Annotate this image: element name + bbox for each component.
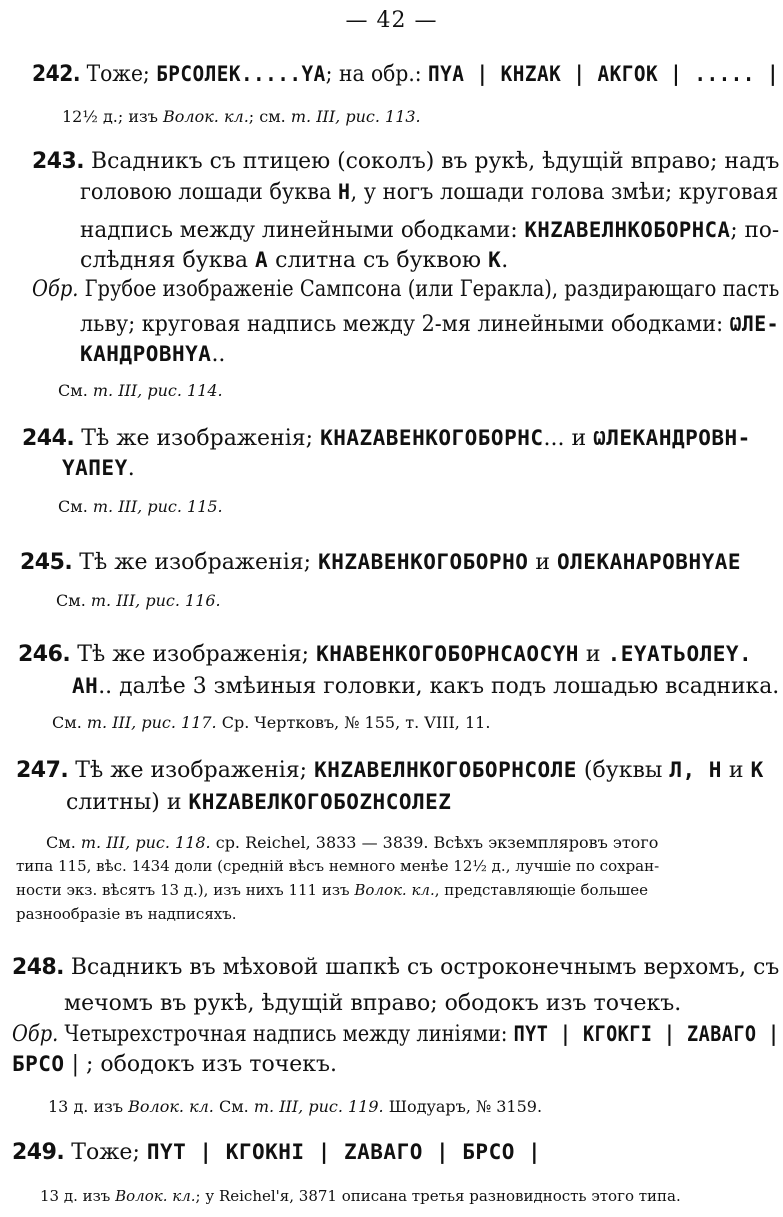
entry-249-ref: 13 д. изъ Волок. кл.; у Reichel'я, 3871 описана третья разновидность этого типа. (40, 1187, 681, 1205)
entry-243-line1: 243. Всадникъ съ птицею (соколъ) въ рукѣ, ѣдущій вправо; надъ (32, 149, 780, 174)
entry-244-line2: YAПЕY. (62, 456, 135, 481)
entry-248-obverse2: БРСО | ; ободокъ изъ точекъ. (12, 1052, 338, 1077)
entry-number: 243. (32, 149, 85, 174)
entry-246-line1: 246. Тѣ же изображенія; КНAВЕНКОГОБОРНСAОСYН и .ЕYAТЬОЛЕY. (18, 642, 753, 667)
entry-249-line1: 249. Тоже; ПYТ | КГОКНI | ZAВАГО | БРСО | (12, 1140, 542, 1165)
entry-242-line1: 242. Тоже; БРСОЛЕК.....YA; на обр.: ПYA | КНZAК | AКГОК | ..... | (32, 62, 780, 87)
entry-244-line1: 244. Тѣ же изображенія; КНAZAВЕНКОГОБОРНС... и ѠЛЕКАНДРОВН- (22, 426, 751, 451)
entry-243-ref: См. т. III, рис. 114. (58, 381, 223, 400)
entry-number: 249. (12, 1140, 65, 1165)
entry-248-line2: мечомъ въ рукѣ, ѣдущій вправо; ободокъ изъ точекъ. (64, 991, 682, 1016)
entry-243-line4: слѣдняя буква A слитна съ буквою К. (80, 248, 509, 273)
entry-248-ref: 13 д. изъ Волок. кл. См. т. III, рис. 119. Шодуаръ, № 3159. (48, 1097, 543, 1116)
obverse-label: Обр. (32, 277, 79, 302)
entry-242-ref: 12½ д.; изъ Волок. кл.; см. т. III, рис. 113. (62, 107, 421, 126)
entry-number: 242. (32, 62, 81, 87)
entry-243-obverse2: льву; круговая надпись между 2-мя линейными ободками: ѠЛЕ- (80, 312, 779, 337)
entry-245-line1: 245. Тѣ же изображенія; КНZAВЕНКОГОБОРНО и ОЛЕКАНAРОВНYAЕ (20, 550, 742, 575)
entry-245-ref: См. т. III, рис. 116. (56, 591, 221, 610)
entry-246-ref: См. т. III, рис. 117. Ср. Чертковъ, № 155, т. VIII, 11. (52, 713, 491, 732)
entry-number: 248. (12, 955, 64, 980)
page-number: — 42 — (345, 8, 438, 33)
entry-247-ref4: разнообразіе въ надписяхъ. (16, 905, 237, 923)
entry-248-obverse1: Обр. Четырехстрочная надпись между линіями: ПYТ | КГОКГI | ZAВАГО | (12, 1022, 780, 1047)
entry-number: 247. (16, 758, 69, 783)
entry-number: 245. (20, 550, 73, 575)
entry-244-ref: См. т. III, рис. 115. (58, 497, 223, 516)
entry-number: 246. (18, 642, 71, 667)
slavonic-text: ПYA | КНZAК | AКГОК | ..... | (428, 62, 780, 86)
entry-247-ref3: ности экз. вѣсятъ 13 д.), изъ нихъ 111 изъ Волок. кл., представляющіе большее (16, 881, 648, 899)
entry-247-ref1: См. т. III, рис. 118. ср. Reichel, 3833 — 3839. Всѣхъ экземпляровъ этого (46, 833, 659, 852)
entry-247-line1: 247. Тѣ же изображенія; КНZAВЕЛНКОГОБОРНСОЛЕ (буквы Л, Н и К (16, 758, 764, 783)
slavonic-text: БРСОЛЕК.....YA (156, 62, 326, 86)
entry-248-line1: 248. Всадникъ въ мѣховой шапкѣ съ остроконечнымъ верхомъ, съ (12, 955, 780, 980)
entry-243-obverse1: Обр. Грубое изображеніе Сампсона (или Геракла), раздирающаго пасть (32, 277, 780, 302)
entry-243-line3: надпись между линейными ободками: КНZAВЕЛНКОБОРНСА; по- (80, 218, 780, 243)
entry-243-obverse3: КАНДРОВНYA.. (80, 342, 226, 367)
entry-247-line2: слитны) и КНZAВЕЛКОГОБОZНСОЛЕZ (66, 790, 452, 815)
obverse-label: Обр. (12, 1022, 59, 1047)
entry-247-ref2: типа 115, вѣс. 1434 доли (средній вѣсъ немного менѣе 12½ д., лучшіе по сохран- (16, 857, 660, 875)
entry-243-line2: головою лошади буква Н, у ногъ лошади голова змѣи; круговая (80, 180, 779, 205)
entry-246-line2: AН.. далѣе 3 змѣиныя головки, какъ подъ лошадью всадника. (72, 674, 780, 699)
entry-number: 244. (22, 426, 75, 451)
